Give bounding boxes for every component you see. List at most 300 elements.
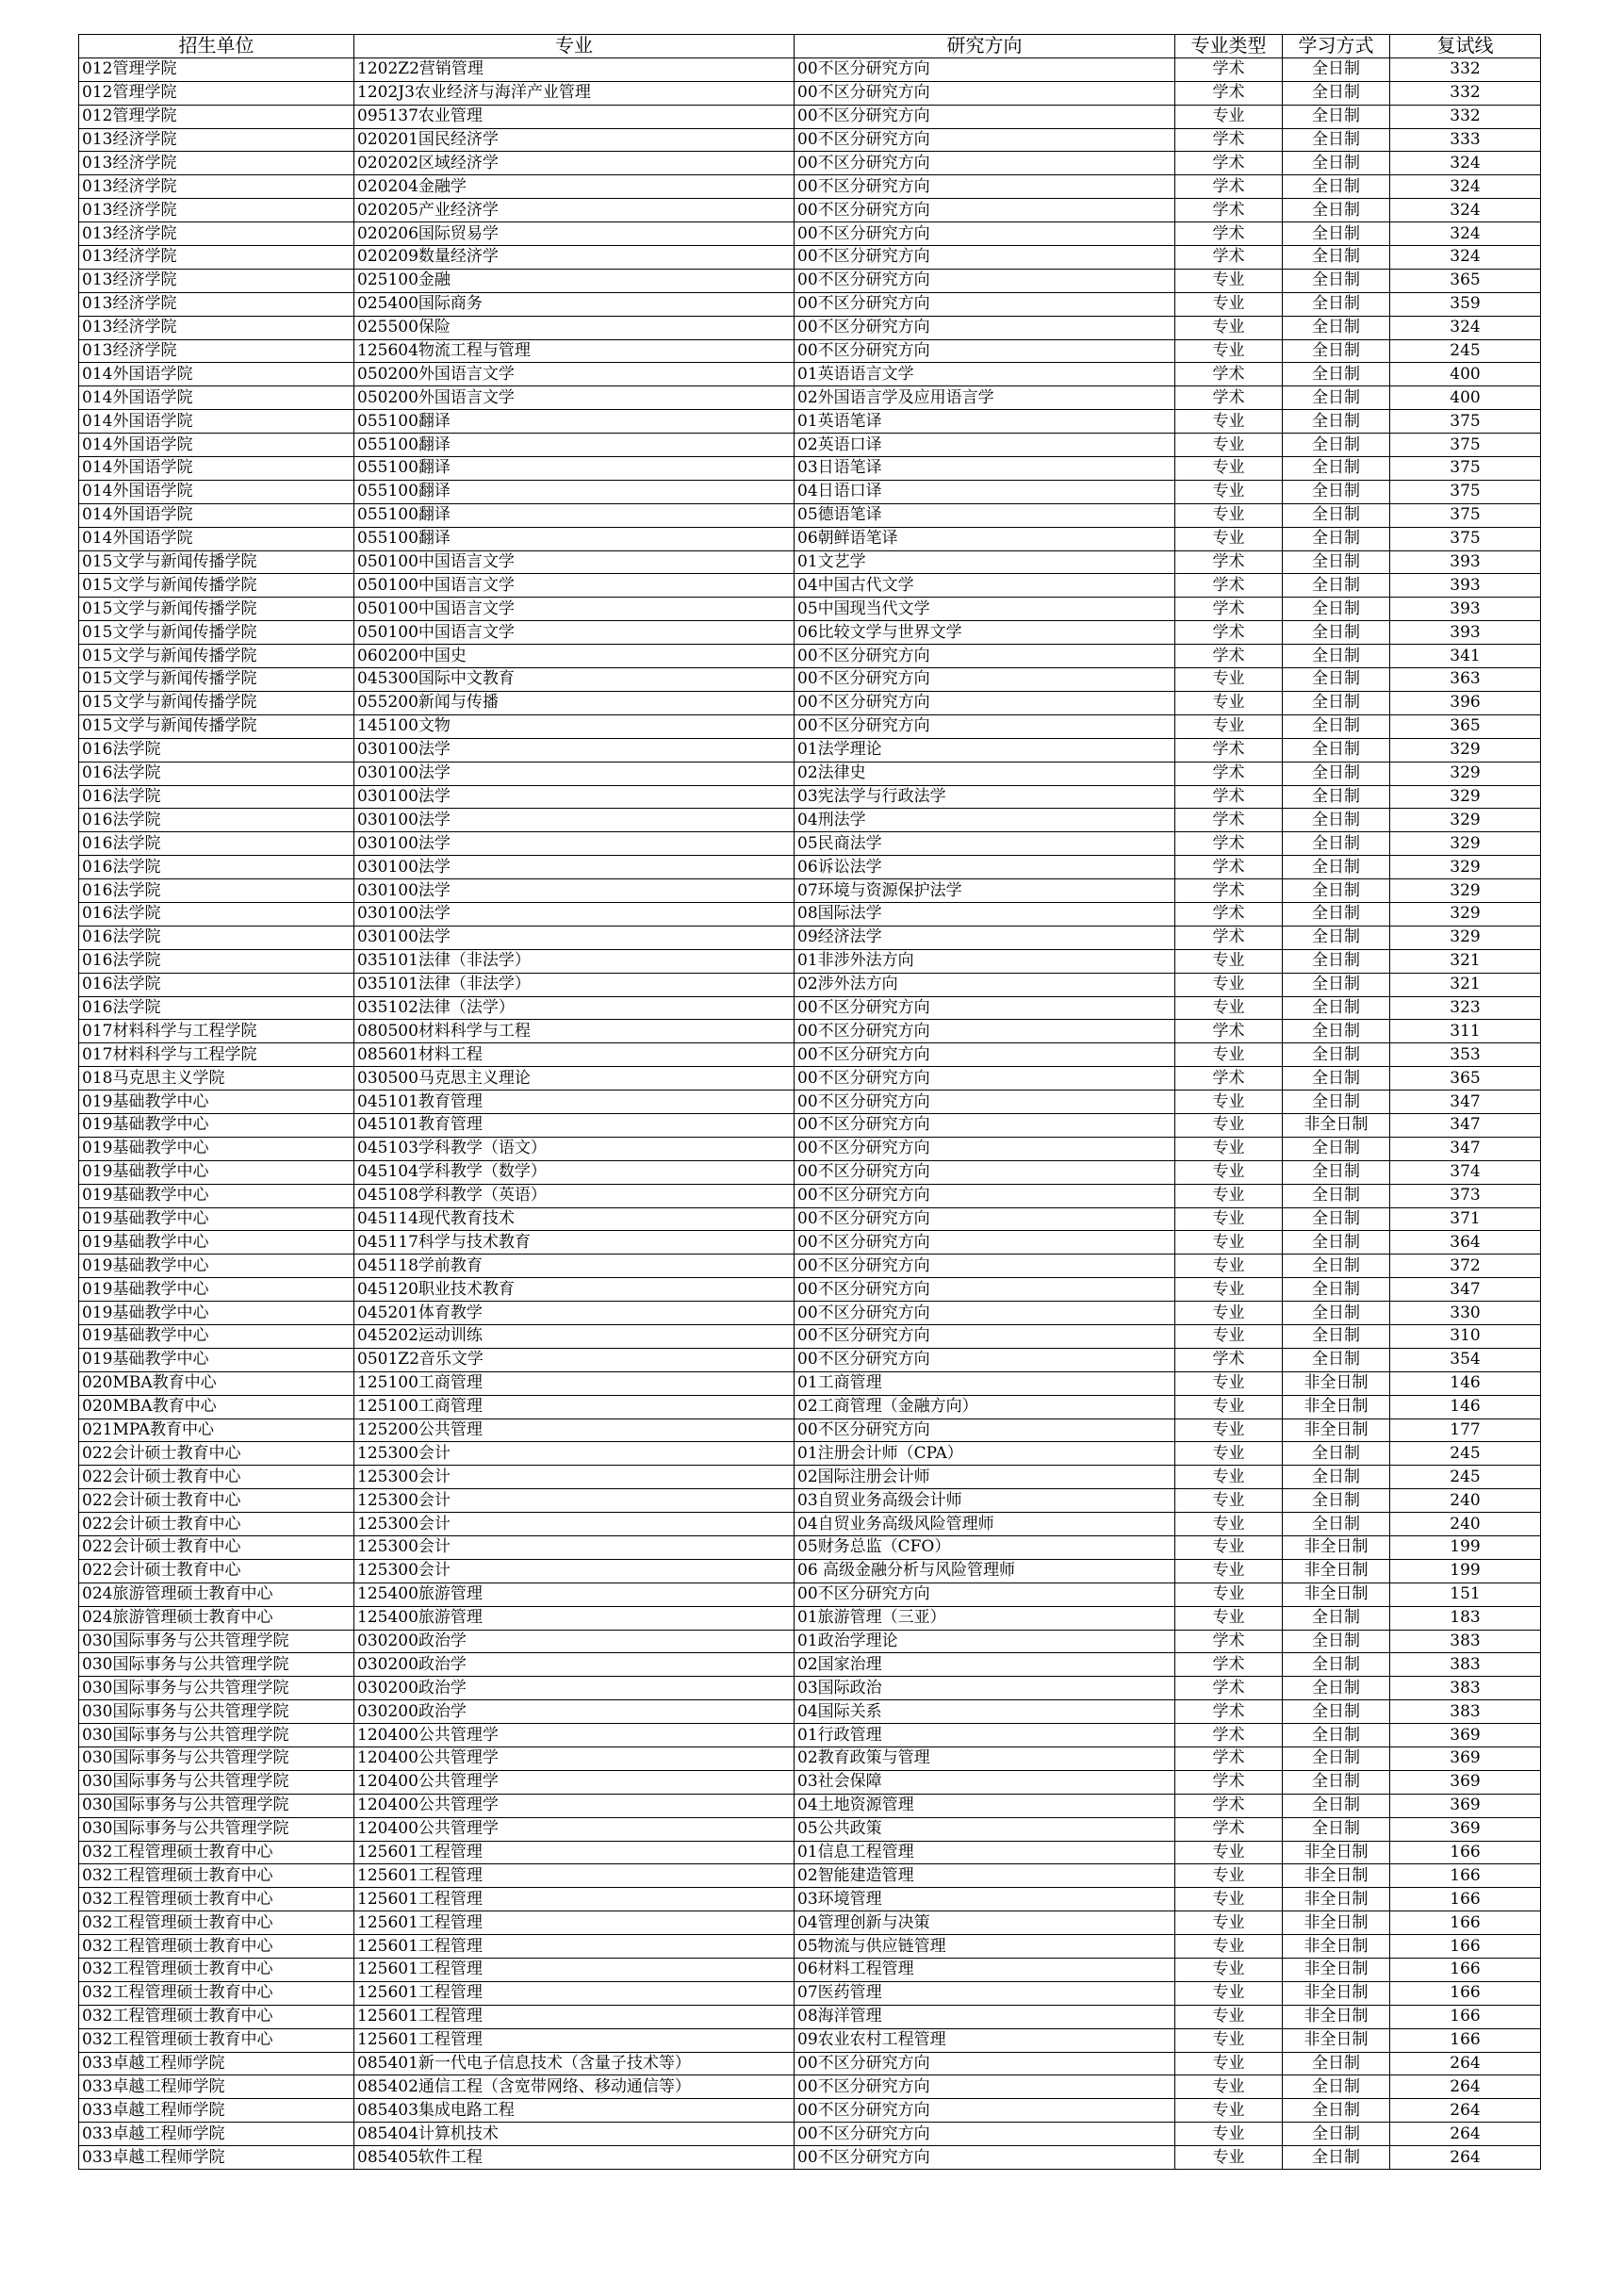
cell-direction: 02工商管理（金融方向）	[795, 1395, 1175, 1419]
cell-direction: 00不区分研究方向	[795, 222, 1175, 246]
table-row	[79, 1981, 1541, 2005]
cell-unit: 015文学与新闻传播学院	[79, 714, 354, 738]
cell-direction: 03自贸业务高级会计师	[795, 1489, 1175, 1513]
header-direction: 研究方向	[795, 35, 1175, 58]
table-row	[79, 1747, 1541, 1771]
cell-major-type: 专业	[1175, 1278, 1283, 1302]
cell-major: 085401新一代电子信息技术（含量子技术等）	[354, 2052, 795, 2075]
cell-major-type: 专业	[1175, 2075, 1283, 2099]
cell-direction: 04刑法学	[795, 809, 1175, 832]
cell-major: 055100翻译	[354, 527, 795, 550]
cell-direction: 00不区分研究方向	[795, 1583, 1175, 1606]
cell-study-mode: 全日制	[1283, 550, 1390, 574]
cell-retest-score: 333	[1390, 128, 1541, 152]
cell-major-type: 专业	[1175, 1442, 1283, 1466]
cell-study-mode: 全日制	[1283, 645, 1390, 668]
cell-major: 085601材料工程	[354, 1043, 795, 1067]
table-row	[79, 1466, 1541, 1489]
cell-study-mode: 非全日制	[1283, 1583, 1390, 1606]
cell-study-mode: 全日制	[1283, 1348, 1390, 1371]
cell-major: 020202区域经济学	[354, 152, 795, 175]
cell-unit: 030国际事务与公共管理学院	[79, 1747, 354, 1771]
cell-major-type: 学术	[1175, 1020, 1283, 1043]
cell-study-mode: 非全日制	[1283, 1981, 1390, 2005]
table-row	[79, 691, 1541, 714]
table-row	[79, 1489, 1541, 1513]
table-row	[79, 1841, 1541, 1864]
cell-study-mode: 非全日制	[1283, 1959, 1390, 1982]
cell-study-mode: 全日制	[1283, 2099, 1390, 2123]
cell-study-mode: 全日制	[1283, 1677, 1390, 1700]
table-row	[79, 199, 1541, 222]
cell-major-type: 学术	[1175, 1677, 1283, 1700]
cell-retest-score: 199	[1390, 1536, 1541, 1560]
cell-study-mode: 全日制	[1283, 1770, 1390, 1794]
cell-retest-score: 264	[1390, 2052, 1541, 2075]
cell-retest-score: 240	[1390, 1513, 1541, 1536]
cell-study-mode: 全日制	[1283, 1137, 1390, 1160]
cell-study-mode: 全日制	[1283, 152, 1390, 175]
cell-major-type: 专业	[1175, 1137, 1283, 1160]
cell-major-type: 学术	[1175, 246, 1283, 270]
cell-unit: 014外国语学院	[79, 480, 354, 503]
cell-study-mode: 全日制	[1283, 973, 1390, 996]
cell-study-mode: 全日制	[1283, 316, 1390, 339]
cell-retest-score: 383	[1390, 1653, 1541, 1677]
cell-retest-score: 371	[1390, 1207, 1541, 1231]
cell-unit: 019基础教学中心	[79, 1207, 354, 1231]
cell-study-mode: 非全日制	[1283, 1113, 1390, 1137]
cell-unit: 013经济学院	[79, 128, 354, 152]
cell-major-type: 专业	[1175, 1841, 1283, 1864]
table-row	[79, 1020, 1541, 1043]
header-major: 专业	[354, 35, 795, 58]
cell-direction: 02涉外法方向	[795, 973, 1175, 996]
cell-major: 035101法律（非法学）	[354, 973, 795, 996]
cell-major: 120400公共管理学	[354, 1817, 795, 1841]
cell-direction: 03国际政治	[795, 1677, 1175, 1700]
cell-major: 145100文物	[354, 714, 795, 738]
cell-major: 030500马克思主义理论	[354, 1067, 795, 1091]
table-row	[79, 105, 1541, 128]
cell-unit: 032工程管理硕士教育中心	[79, 1888, 354, 1911]
cell-unit: 015文学与新闻传播学院	[79, 621, 354, 645]
table-header	[79, 35, 1541, 58]
table-row	[79, 222, 1541, 246]
cell-unit: 014外国语学院	[79, 410, 354, 434]
cell-study-mode: 非全日制	[1283, 1419, 1390, 1442]
table-row	[79, 574, 1541, 598]
cell-study-mode: 全日制	[1283, 199, 1390, 222]
cell-retest-score: 146	[1390, 1395, 1541, 1419]
cell-direction: 00不区分研究方向	[795, 1020, 1175, 1043]
cell-retest-score: 321	[1390, 949, 1541, 973]
cell-direction: 02外国语言学及应用语言学	[795, 386, 1175, 410]
table-row	[79, 1536, 1541, 1560]
cell-retest-score: 324	[1390, 316, 1541, 339]
cell-direction: 00不区分研究方向	[795, 246, 1175, 270]
cell-major: 055100翻译	[354, 480, 795, 503]
cell-retest-score: 166	[1390, 1888, 1541, 1911]
cell-study-mode: 全日制	[1283, 57, 1390, 81]
cell-major-type: 学术	[1175, 809, 1283, 832]
cell-study-mode: 全日制	[1283, 2075, 1390, 2099]
cell-direction: 01法学理论	[795, 738, 1175, 762]
cell-unit: 019基础教学中心	[79, 1184, 354, 1207]
table-row	[79, 550, 1541, 574]
cell-major: 045118学前教育	[354, 1255, 795, 1278]
cell-unit: 015文学与新闻传播学院	[79, 550, 354, 574]
cell-major: 030200政治学	[354, 1653, 795, 1677]
cell-unit: 019基础教学中心	[79, 1091, 354, 1114]
table-row	[79, 996, 1541, 1020]
cell-retest-score: 324	[1390, 246, 1541, 270]
cell-study-mode: 非全日制	[1283, 1888, 1390, 1911]
cell-major-type: 学术	[1175, 738, 1283, 762]
cell-retest-score: 393	[1390, 598, 1541, 621]
cell-study-mode: 全日制	[1283, 926, 1390, 949]
cell-major-type: 专业	[1175, 1302, 1283, 1325]
cell-retest-score: 166	[1390, 1935, 1541, 1959]
cell-unit: 013经济学院	[79, 339, 354, 363]
cell-unit: 012管理学院	[79, 81, 354, 105]
cell-study-mode: 非全日制	[1283, 2005, 1390, 2028]
cell-major: 045108学科教学（英语）	[354, 1184, 795, 1207]
cell-unit: 019基础教学中心	[79, 1113, 354, 1137]
table-row	[79, 410, 1541, 434]
cell-direction: 00不区分研究方向	[795, 316, 1175, 339]
table-row	[79, 2123, 1541, 2146]
cell-major-type: 学术	[1175, 1724, 1283, 1747]
table-row	[79, 269, 1541, 292]
cell-major-type: 学术	[1175, 926, 1283, 949]
cell-major-type: 学术	[1175, 81, 1283, 105]
cell-retest-score: 393	[1390, 550, 1541, 574]
cell-study-mode: 全日制	[1283, 339, 1390, 363]
cell-major: 045300国际中文教育	[354, 668, 795, 692]
cell-major: 095137农业管理	[354, 105, 795, 128]
cell-retest-score: 245	[1390, 1442, 1541, 1466]
table-row	[79, 1653, 1541, 1677]
cell-study-mode: 全日制	[1283, 785, 1390, 809]
cell-study-mode: 全日制	[1283, 1794, 1390, 1817]
cell-study-mode: 全日制	[1283, 809, 1390, 832]
table-row	[79, 175, 1541, 199]
cell-major: 030100法学	[354, 832, 795, 856]
cell-major-type: 学术	[1175, 128, 1283, 152]
cell-study-mode: 全日制	[1283, 410, 1390, 434]
table-row	[79, 645, 1541, 668]
cell-direction: 00不区分研究方向	[795, 645, 1175, 668]
cell-retest-score: 329	[1390, 926, 1541, 949]
cell-study-mode: 全日制	[1283, 668, 1390, 692]
cell-direction: 00不区分研究方向	[795, 1278, 1175, 1302]
cell-major: 035101法律（非法学）	[354, 949, 795, 973]
cell-major-type: 专业	[1175, 973, 1283, 996]
cell-study-mode: 全日制	[1283, 434, 1390, 457]
cell-major: 020205产业经济学	[354, 199, 795, 222]
cell-unit: 030国际事务与公共管理学院	[79, 1794, 354, 1817]
cell-major-type: 专业	[1175, 1911, 1283, 1935]
cell-unit: 015文学与新闻传播学院	[79, 691, 354, 714]
table-row	[79, 1255, 1541, 1278]
cell-direction: 05公共政策	[795, 1817, 1175, 1841]
cell-unit: 032工程管理硕士教育中心	[79, 1864, 354, 1888]
cell-retest-score: 240	[1390, 1489, 1541, 1513]
cell-unit: 020MBA教育中心	[79, 1371, 354, 1395]
cell-study-mode: 非全日制	[1283, 1559, 1390, 1583]
cell-study-mode: 全日制	[1283, 1817, 1390, 1841]
cell-retest-score: 166	[1390, 1959, 1541, 1982]
cell-major: 120400公共管理学	[354, 1794, 795, 1817]
cell-retest-score: 354	[1390, 1348, 1541, 1371]
cell-major-type: 学术	[1175, 598, 1283, 621]
cell-retest-score: 400	[1390, 363, 1541, 386]
cell-major: 045202运动训练	[354, 1324, 795, 1348]
cell-study-mode: 非全日制	[1283, 1841, 1390, 1864]
table-row	[79, 1935, 1541, 1959]
cell-major: 020204金融学	[354, 175, 795, 199]
table-row	[79, 246, 1541, 270]
table-row	[79, 1419, 1541, 1442]
cell-study-mode: 全日制	[1283, 1466, 1390, 1489]
cell-direction: 03社会保障	[795, 1770, 1175, 1794]
cell-direction: 00不区分研究方向	[795, 691, 1175, 714]
cell-major-type: 专业	[1175, 410, 1283, 434]
cell-direction: 02国际注册会计师	[795, 1466, 1175, 1489]
cell-major-type: 专业	[1175, 1513, 1283, 1536]
cell-retest-score: 166	[1390, 1981, 1541, 2005]
cell-study-mode: 非全日制	[1283, 2028, 1390, 2052]
cell-major-type: 专业	[1175, 316, 1283, 339]
cell-major: 030100法学	[354, 926, 795, 949]
cell-major-type: 专业	[1175, 2052, 1283, 2075]
cell-unit: 033卓越工程师学院	[79, 2052, 354, 2075]
cell-study-mode: 全日制	[1283, 621, 1390, 645]
cell-major-type: 专业	[1175, 1091, 1283, 1114]
cell-retest-score: 375	[1390, 457, 1541, 481]
cell-unit: 019基础教学中心	[79, 1160, 354, 1184]
cell-major: 045117科学与技术教育	[354, 1231, 795, 1255]
cell-retest-score: 166	[1390, 1864, 1541, 1888]
cell-study-mode: 全日制	[1283, 386, 1390, 410]
cell-retest-score: 374	[1390, 1160, 1541, 1184]
cell-direction: 05中国现当代文学	[795, 598, 1175, 621]
cell-retest-score: 359	[1390, 292, 1541, 316]
cell-retest-score: 375	[1390, 480, 1541, 503]
cell-direction: 01英语语言文学	[795, 363, 1175, 386]
cell-retest-score: 245	[1390, 1466, 1541, 1489]
cell-unit: 014外国语学院	[79, 363, 354, 386]
header-study-mode: 学习方式	[1283, 35, 1390, 58]
table-row	[79, 1606, 1541, 1630]
table-row	[79, 2005, 1541, 2028]
cell-major: 125200公共管理	[354, 1419, 795, 1442]
cell-study-mode: 全日制	[1283, 503, 1390, 527]
cell-unit: 016法学院	[79, 926, 354, 949]
cell-major-type: 专业	[1175, 434, 1283, 457]
cell-study-mode: 全日制	[1283, 762, 1390, 785]
cell-major-type: 专业	[1175, 105, 1283, 128]
cell-major: 045101教育管理	[354, 1113, 795, 1137]
cell-unit: 015文学与新闻传播学院	[79, 574, 354, 598]
cell-major-type: 专业	[1175, 292, 1283, 316]
cell-major: 085404计算机技术	[354, 2123, 795, 2146]
table-row	[79, 292, 1541, 316]
cell-study-mode: 全日制	[1283, 1302, 1390, 1325]
cell-major-type: 学术	[1175, 879, 1283, 903]
cell-major: 125300会计	[354, 1442, 795, 1466]
cell-unit: 016法学院	[79, 809, 354, 832]
cell-major: 125300会计	[354, 1513, 795, 1536]
cell-direction: 09农业农村工程管理	[795, 2028, 1175, 2052]
cell-study-mode: 全日制	[1283, 2052, 1390, 2075]
cell-retest-score: 264	[1390, 2146, 1541, 2170]
cell-direction: 00不区分研究方向	[795, 199, 1175, 222]
cell-unit: 016法学院	[79, 832, 354, 856]
cell-unit: 012管理学院	[79, 105, 354, 128]
table-row	[79, 668, 1541, 692]
cell-retest-score: 329	[1390, 832, 1541, 856]
cell-retest-score: 369	[1390, 1724, 1541, 1747]
cell-direction: 02智能建造管理	[795, 1864, 1175, 1888]
cell-major: 050200外国语言文学	[354, 386, 795, 410]
cell-major-type: 专业	[1175, 1324, 1283, 1348]
cell-unit: 033卓越工程师学院	[79, 2123, 354, 2146]
cell-study-mode: 非全日制	[1283, 1911, 1390, 1935]
cell-major: 125400旅游管理	[354, 1606, 795, 1630]
table-row	[79, 1395, 1541, 1419]
cell-major: 045101教育管理	[354, 1091, 795, 1114]
cell-major-type: 专业	[1175, 1043, 1283, 1067]
cell-unit: 016法学院	[79, 902, 354, 926]
cell-direction: 00不区分研究方向	[795, 57, 1175, 81]
cell-unit: 030国际事务与公共管理学院	[79, 1700, 354, 1724]
cell-study-mode: 全日制	[1283, 480, 1390, 503]
cell-unit: 019基础教学中心	[79, 1302, 354, 1325]
cell-direction: 00不区分研究方向	[795, 1207, 1175, 1231]
cell-study-mode: 全日制	[1283, 1324, 1390, 1348]
cell-direction: 03日语笔译	[795, 457, 1175, 481]
table-row	[79, 1770, 1541, 1794]
cell-unit: 013经济学院	[79, 199, 354, 222]
cell-study-mode: 全日制	[1283, 691, 1390, 714]
cell-major: 020201国民经济学	[354, 128, 795, 152]
cell-retest-score: 396	[1390, 691, 1541, 714]
cell-direction: 00不区分研究方向	[795, 175, 1175, 199]
cell-unit: 015文学与新闻传播学院	[79, 668, 354, 692]
cell-direction: 06比较文学与世界文学	[795, 621, 1175, 645]
cell-direction: 08国际法学	[795, 902, 1175, 926]
cell-study-mode: 全日制	[1283, 1724, 1390, 1747]
cell-major: 125601工程管理	[354, 1959, 795, 1982]
table-body	[79, 57, 1541, 2169]
cell-direction: 02教育政策与管理	[795, 1747, 1175, 1771]
cell-major-type: 学术	[1175, 199, 1283, 222]
cell-retest-score: 353	[1390, 1043, 1541, 1067]
table-row	[79, 621, 1541, 645]
cell-major-type: 学术	[1175, 363, 1283, 386]
cell-retest-score: 324	[1390, 152, 1541, 175]
cell-direction: 09经济法学	[795, 926, 1175, 949]
cell-study-mode: 非全日制	[1283, 1935, 1390, 1959]
table-row	[79, 339, 1541, 363]
cell-major: 085403集成电路工程	[354, 2099, 795, 2123]
cell-major-type: 专业	[1175, 1559, 1283, 1583]
table-row	[79, 949, 1541, 973]
cell-major-type: 专业	[1175, 269, 1283, 292]
cell-major: 025500保险	[354, 316, 795, 339]
cell-study-mode: 全日制	[1283, 81, 1390, 105]
cell-unit: 014外国语学院	[79, 434, 354, 457]
cell-major: 125601工程管理	[354, 1841, 795, 1864]
cell-unit: 024旅游管理硕士教育中心	[79, 1606, 354, 1630]
cell-major-type: 专业	[1175, 1207, 1283, 1231]
cell-study-mode: 全日制	[1283, 1606, 1390, 1630]
table-row	[79, 856, 1541, 879]
cell-retest-score: 375	[1390, 410, 1541, 434]
cell-study-mode: 全日制	[1283, 1091, 1390, 1114]
cell-study-mode: 非全日制	[1283, 1371, 1390, 1395]
table-row	[79, 2052, 1541, 2075]
cell-retest-score: 365	[1390, 1067, 1541, 1091]
cell-retest-score: 341	[1390, 645, 1541, 668]
cell-retest-score: 369	[1390, 1794, 1541, 1817]
cell-retest-score: 321	[1390, 973, 1541, 996]
cell-major-type: 学术	[1175, 386, 1283, 410]
cell-direction: 00不区分研究方向	[795, 1302, 1175, 1325]
cell-unit: 019基础教学中心	[79, 1324, 354, 1348]
admission-score-table	[78, 34, 1541, 2170]
cell-study-mode: 全日制	[1283, 949, 1390, 973]
cell-retest-score: 183	[1390, 1606, 1541, 1630]
header-row	[79, 35, 1541, 58]
table-row	[79, 1559, 1541, 1583]
table-row	[79, 316, 1541, 339]
table-row	[79, 1137, 1541, 1160]
cell-retest-score: 373	[1390, 1184, 1541, 1207]
cell-retest-score: 347	[1390, 1278, 1541, 1302]
cell-unit: 013经济学院	[79, 269, 354, 292]
header-unit: 招生单位	[79, 35, 354, 58]
cell-major: 125300会计	[354, 1536, 795, 1560]
cell-unit: 019基础教学中心	[79, 1231, 354, 1255]
cell-direction: 00不区分研究方向	[795, 105, 1175, 128]
cell-retest-score: 264	[1390, 2123, 1541, 2146]
table-row	[79, 1324, 1541, 1348]
cell-study-mode: 全日制	[1283, 1067, 1390, 1091]
cell-major: 050100中国语言文学	[354, 550, 795, 574]
cell-retest-score: 324	[1390, 175, 1541, 199]
cell-major-type: 专业	[1175, 1583, 1283, 1606]
cell-study-mode: 全日制	[1283, 598, 1390, 621]
cell-major-type: 学术	[1175, 785, 1283, 809]
cell-major: 125100工商管理	[354, 1371, 795, 1395]
table-row	[79, 1442, 1541, 1466]
cell-retest-score: 245	[1390, 339, 1541, 363]
table-row	[79, 1231, 1541, 1255]
cell-retest-score: 329	[1390, 809, 1541, 832]
cell-direction: 00不区分研究方向	[795, 1324, 1175, 1348]
cell-major: 0501Z2音乐文学	[354, 1348, 795, 1371]
cell-major: 060200中国史	[354, 645, 795, 668]
cell-unit: 016法学院	[79, 973, 354, 996]
cell-retest-score: 324	[1390, 199, 1541, 222]
cell-direction: 00不区分研究方向	[795, 1255, 1175, 1278]
cell-unit: 019基础教学中心	[79, 1348, 354, 1371]
cell-major: 125300会计	[354, 1489, 795, 1513]
cell-major: 050200外国语言文学	[354, 363, 795, 386]
